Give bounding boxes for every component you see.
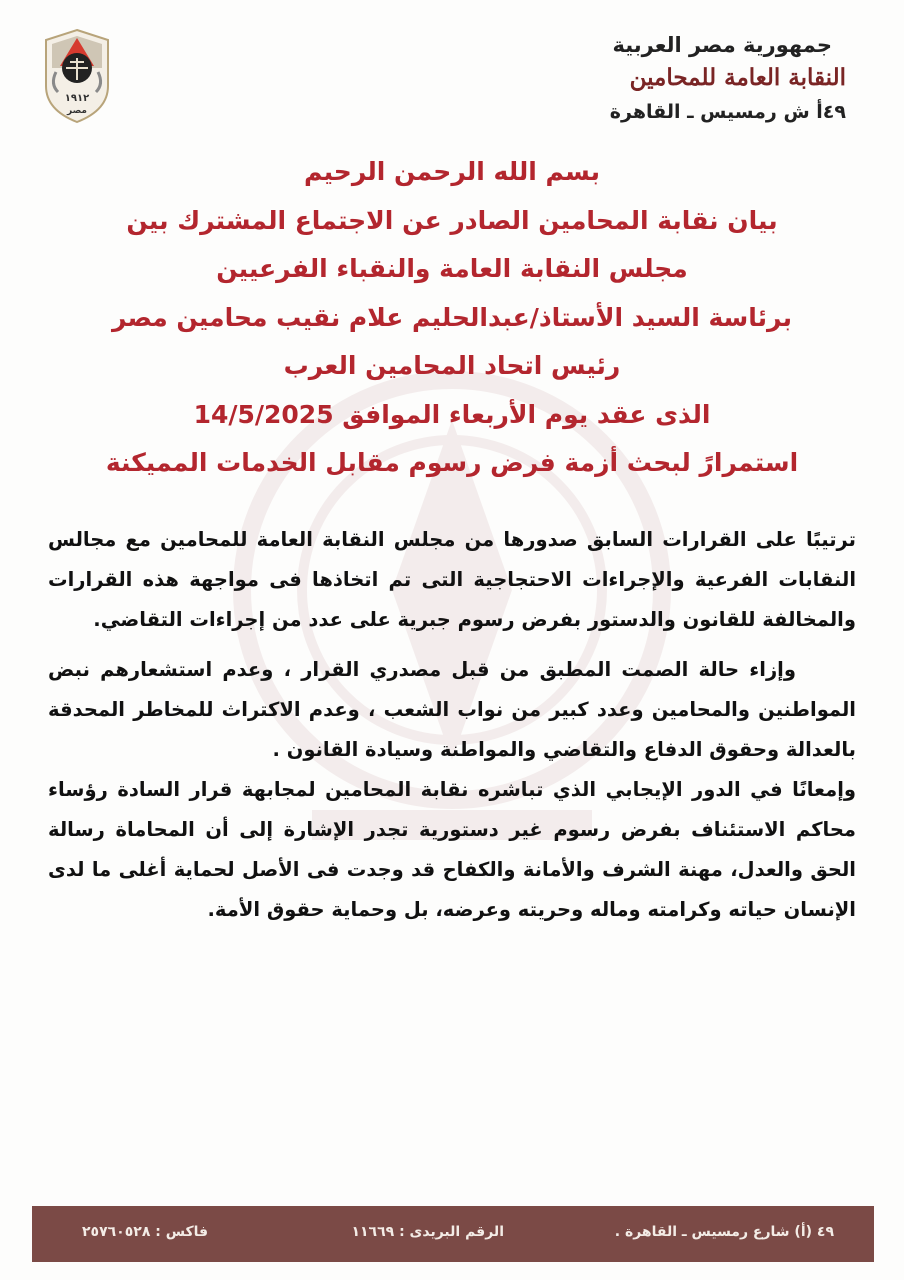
title-line-4: برئاسة السيد الأستاذ/عبدالحليم علام نقيب محامين مصر [112,302,792,332]
footer-bar [32,1206,874,1262]
statement-title [60,148,844,488]
letterhead [546,30,846,128]
letterhead-organization: النقابة العامة للمحامين [629,64,846,91]
logo-year: ١٩١٢ [64,93,90,104]
footer-address: ٤٩ (أ) شارع رمسيس ـ القاهرة . [614,1224,834,1240]
title-line-6: الذى عقد يوم الأربعاء الموافق 14/5/2025 [193,399,711,429]
statement-body [48,520,856,930]
body-paragraph-2: وإزاء حالة الصمت المطبق من قبل مصدري القرار ، وعدم استشعارهم نبض المواطنين والمحامين وعدد كبير من نواب الشعب ، وعدم الاكتراث للمخاطر المحدقة بالعدالة وحقوق الدفاع والتقاضي والمواطنة وسيادة القانون . [48,658,856,761]
title-basmala: بسم الله الرحمن الرحيم [304,157,600,186]
title-line-5: رئيس اتحاد المحامين العرب [283,351,621,380]
logo-place: مصر [66,106,88,116]
title-line-3: مجلس النقابة العامة والنقباء الفرعيين [216,254,688,283]
title-line-7: استمرارً لبحث أزمة فرض رسوم مقابل الخدمات المميكنة [105,448,799,477]
body-paragraph-1: ترتيبًا على القرارات السابق صدورها من مجلس النقابة العامة للمحامين مع مجالس النقابات الفرعية والإجراءات الاحتجاجية التى تم اتخاذها فى مواجهة هذه القرارات والمخالفة للقانون والدستور بفرض رسوم جبرية على عدد من إجراءات التقاضي. [48,528,856,631]
footer-postal-code: الرقم البريدى : ١١٦٦٩ [351,1224,504,1240]
letterhead-country: جمهورية مصر العربية [612,33,832,57]
body-paragraph-3: وإمعانًا في الدور الإيجابي الذي تباشره نقابة المحامين لمجابهة قرار السادة رؤساء محاكم الاستئناف بفرض رسوم غير دستورية تجدر الإشارة إلى أن المحاماة رسالة الحق والعدل، مهنة الشرف والأمانة والكفاح قد وجدت فى الأصل لحماية أغلى ما لدى الإنسان حياته وكرامته وماله وحريته وعرضه، بل وحماية حقوق الأمة. [48,778,856,921]
letterhead-address: ٤٩أ ش رمسيس ـ القاهرة [609,101,846,123]
title-line-2: بيان نقابة المحامين الصادر عن الاجتماع المشترك بين [126,205,778,235]
bar-association-logo [42,28,112,124]
footer-fax: فاكس : ٢٥٧٦٠٥٢٨ [82,1224,209,1240]
